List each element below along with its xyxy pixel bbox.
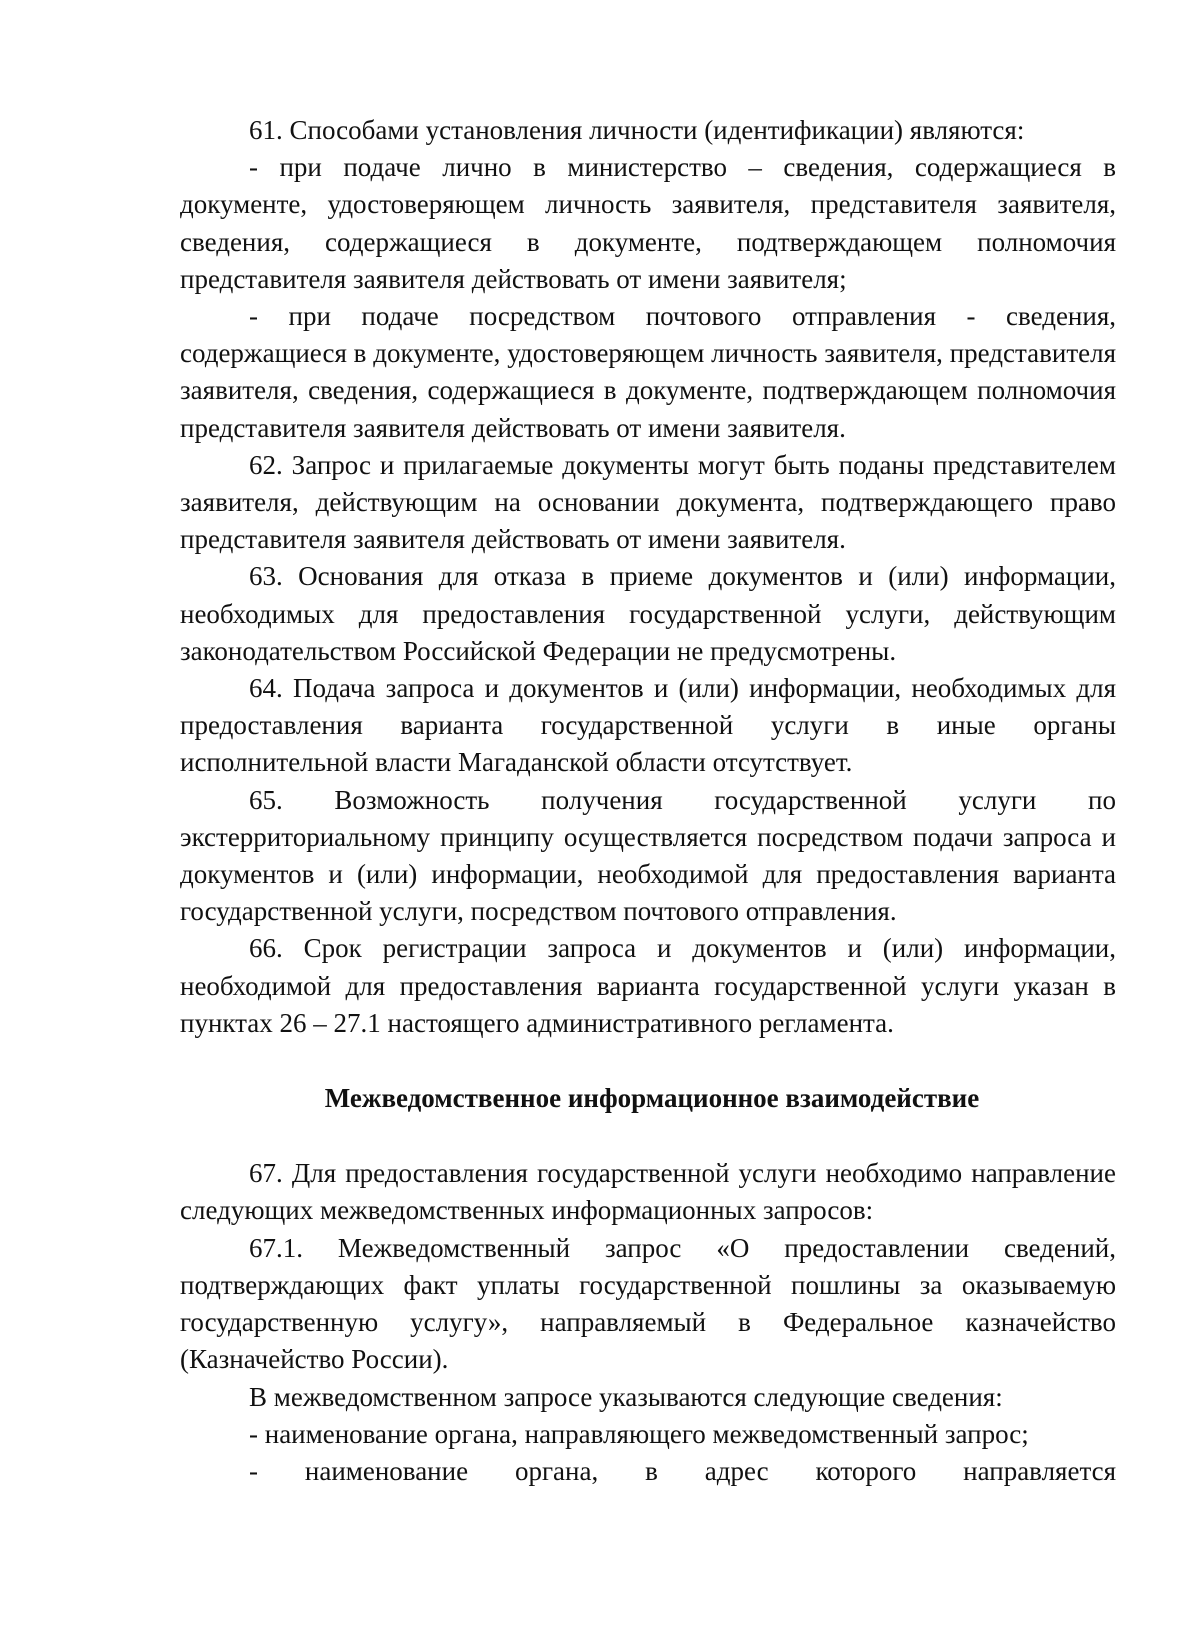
paragraph-67-1: 67.1. Межведомственный запрос «О предоставлении сведений, подтверждающих факт уплаты государственной пошлины за оказываемую государственную услугу», направляемый в Федеральное казначейство (Казначейство России). — [180, 1232, 1116, 1375]
paragraph-66: 66. Срок регистрации запроса и документов и (или) информации, необходимой для предоставления варианта государственной услуги указан в пунктах 26 – 27.1 настоящего административного регламента. — [180, 933, 1116, 1038]
section-heading: Межведомственное информационное взаимодействие — [324, 1083, 980, 1114]
paragraph-67: 67. Для предоставления государственной услуги необходимо направление следующих межведомственных информационных запросов: — [180, 1158, 1116, 1226]
paragraph-65: 65. Возможность получения государственной услуги по экстерриториальному принципу осуществляется посредством подачи запроса и документов и (или) информации, необходимой для предоставления варианта государственной услуги, посредством почтового отправления. — [180, 784, 1116, 927]
paragraph-61: 61. Способами установления личности (идентификации) являются: — [249, 115, 1025, 145]
spacer — [180, 1042, 1116, 1080]
paragraph-64: 64. Подача запроса и документов и (или) информации, необходимых для предоставления варианта государственной услуги в иные органы исполнительной власти Магаданской области отсутствует. — [180, 673, 1116, 778]
paragraph-61-item-by-mail: - при подаче посредством почтового отправления - сведения, содержащиеся в документе, удостоверяющем личность заявителя, представителя заявителя, сведения, содержащиеся в документе, подтверждающем полномочия представителя заявителя действовать от имени заявителя. — [180, 301, 1116, 443]
list-item-sending-organ: - наименование органа, направляющего межведомственный запрос; — [249, 1418, 1029, 1449]
document-body — [180, 112, 1116, 1490]
paragraph-63: 63. Основания для отказа в приеме документов и (или) информации, необходимых для предоставления государственной услуги, действующим законодательством Российской Федерации не предусмотрены. — [180, 561, 1116, 666]
list-item-receiving-organ: - наименование органа, в адрес которого направляется — [249, 1455, 1116, 1486]
paragraph-request-info: В межведомственном запросе указываются следующие сведения: — [249, 1381, 1003, 1412]
paragraph-61-item-in-person: - при подаче лично в министерство – сведения, содержащиеся в документе, удостоверяющем личность заявителя, представителя заявителя, сведения, содержащиеся в документе, подтверждающем полномочия представителя заявителя действовать от имени заявителя; — [180, 152, 1116, 294]
spacer — [180, 1117, 1116, 1155]
paragraph-62: 62. Запрос и прилагаемые документы могут быть поданы представителем заявителя, действующим на основании документа, подтверждающего право представителя заявителя действовать от имени заявителя. — [180, 449, 1116, 555]
